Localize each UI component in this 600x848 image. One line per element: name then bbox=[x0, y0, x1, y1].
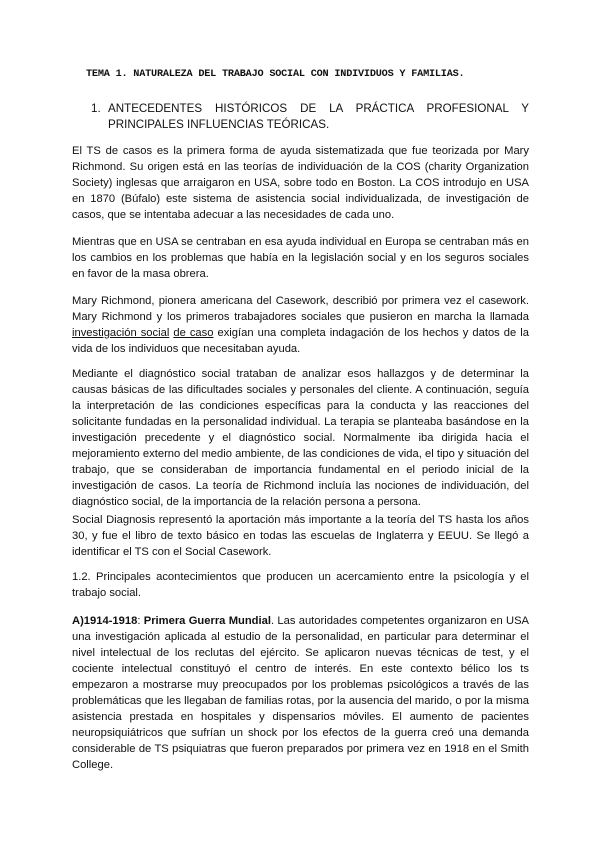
bold-date: A)1914-1918 bbox=[72, 615, 138, 627]
underlined-term-de-caso: de caso bbox=[173, 327, 214, 339]
paragraph-primera-guerra bbox=[72, 613, 529, 773]
paragraph-cos-origin: El TS de casos es la primera forma de ayuda sistematizada que fue teorizada por Mary Richmond. Su origen está en las teorías de individuación de la COS (charity Organization Society) inglesas que arraigaron en USA, sobre todo en Boston. La COS introdujo en USA en 1870 (Búfalo) este sistema de asistencia social individualizada, de investigación de casos, que se intentaba adecuar a las necesidades de cada uno. bbox=[72, 145, 529, 221]
paragraph-text: . Las autoridades competentes organizaron en USA una investigación aplicada al estudio de la personalidad, en particular para determinar el nivel intelectual de los reclutas del ejército. Se aplicaron nuevas técnicas de test, y el cociente intelectual constituyó el centro de interés. En este contexto bélico los ts empezaron a mostrarse muy preocupados por los problemas psicológicos a través de las problemáticas que les llegaban de familias rotas, por la ausencia del marido, o por la misma asistencia prestada en hospitales y dispensarios móviles. El aumento de pacientes neuropsiquiátricos que sufrían un shock por los efectos de la guerra creó una demanda considerable de TS psiquiatras que fueron preparados por primera vez en 1918 en el Smith College. bbox=[72, 615, 529, 771]
paragraph-mary-richmond bbox=[72, 293, 529, 357]
subsection-heading: 1.2. Principales acontecimientos que producen un acercamiento entre la psicología y el trabajo social. bbox=[72, 571, 529, 599]
bold-event: Primera Guerra Mundial bbox=[143, 615, 271, 627]
underlined-term-investigacion-social: investigación social bbox=[72, 327, 170, 339]
section-number: 1. bbox=[91, 102, 101, 115]
document-title: TEMA 1. NATURALEZA DEL TRABAJO SOCIAL CON INDIVIDUOS Y FAMILIAS. bbox=[86, 69, 465, 80]
paragraph-text: Mary Richmond, pionera americana del Casework, describió por primera vez el casework. Mary Richmond y los primeros trabajadores sociales que pusieron en marcha la llamada bbox=[72, 295, 529, 323]
paragraph-text: : bbox=[137, 615, 144, 627]
paragraph-diagnostico-social: Mediante el diagnóstico social trataban de analizar esos hallazgos y de determinar la causas básicas de las dificultades sociales y personales del cliente. A continuación, seguía la interpretación de las condiciones específicas para la conducta y las reacciones del solicitante fundadas en la personalidad individual. La terapia se planteaba basándose en la investigación precedente y el diagnóstico social. Normalmente iba dirigida hacia el mejoramiento externo del medio ambiente, de las condiciones de vida, el tipo y situación del trabajo, que se consideraban de importancia fundamental en el periodo inicial de la investigación de casos. La teoría de Richmond incluía las nociones de individuación, del diagnóstico social, de la importancia de la relación persona a persona. bbox=[72, 368, 529, 508]
section-title: ANTECEDENTES HISTÓRICOS DE LA PRÁCTICA PROFESIONAL Y PRINCIPALES INFLUENCIAS TEÓRICAS. bbox=[108, 102, 529, 131]
paragraph-social-diagnosis: Social Diagnosis representó la aportación más importante a la teoría del TS hasta los años 30, y fue el libro de texto básico en todas las escuelas de Inglaterra y EEUU. Se llegó a identificar el TS con el Social Casework. bbox=[72, 514, 529, 558]
section-heading bbox=[91, 101, 529, 133]
paragraph-text: exigían una completa indagación de los hechos y datos de la vida de los individuos que necesitaban ayuda. bbox=[72, 327, 529, 355]
paragraph-europe: Mientras que en USA se centraban en esa ayuda individual en Europa se centraban más en los cambios en los problemas que había en la legislación social y en los seguros sociales en favor de la masa obrera. bbox=[72, 236, 529, 280]
